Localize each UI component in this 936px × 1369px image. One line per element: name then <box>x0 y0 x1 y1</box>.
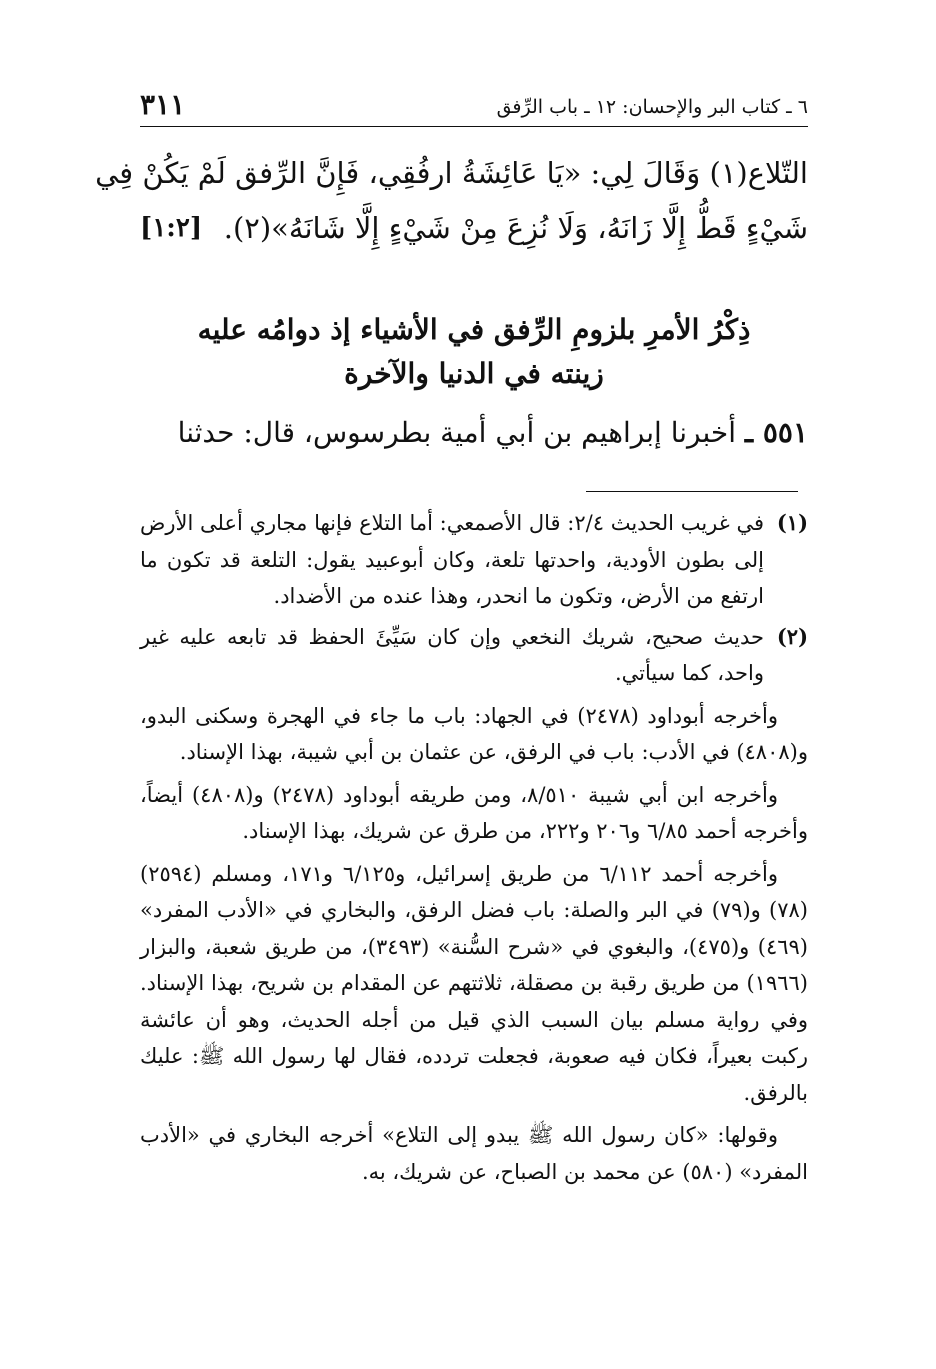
running-title: ٦ ـ كتاب البر والإحسان: ١٢ ـ باب الرِّفق <box>496 96 808 118</box>
main-text-line-2-wrap <box>140 201 808 256</box>
footnote-paragraph: وأخرجه ابن أبي شيبة ٨/٥١٠، ومن طريقه أبوداود (٢٤٧٨) و(٤٨٠٨) أيضاً، وأخرجه أحمد ٦/٨٥ و٢٠٦ و٢٢٢، من طرق عن شريك، بهذا الإسناد. <box>140 782 808 843</box>
hadith-isnad-start: أخبرنا إبراهيم بن أبي أمية بطرسوس، قال: حدثنا <box>177 416 737 449</box>
footnote-paragraph: وأخرجه أحمد ٦/١١٢ من طريق إسرائيل، و٦/١٢٥ و١٧١، ومسلم (٢٥٩٤) (٧٨) و(٧٩) في البر والصلة: باب فضل الرفق، والبخاري في «الأدب المفرد» (٤٦٩) و(٤٧٥)، والبغوي في «شرح السُّنة» (٣٤٩٣)، من طريق شعبة، والبزار (١٩٦٦) من طريق رقبة بن مصقلة، ثلاثتهم عن المقدام بن شريح، بهذا الإسناد. وفي رواية مسلم بيان السبب الذي قيل من أجله الحديث، وهو أن عائشة ركبت بعيراً، فكان فيه صعوبة، فجعلت تردده، فقال لها رسول الله ﷺ: عليك بالرفق. <box>140 861 808 1105</box>
hadith-opening-line <box>140 408 808 458</box>
main-text-line-2: شَيْءٍ قَطُّ إِلَّا زَانَهُ، وَلَا نُزِعَ مِنْ شَيْءٍ إِلَّا شَانَهُ»(٢). <box>223 211 808 245</box>
footnote-2 <box>140 619 808 1191</box>
page-number: ٣١١ <box>140 88 186 121</box>
running-header <box>140 88 808 127</box>
hadith-number: ٥٥١ ـ <box>744 416 808 449</box>
footnote-divider <box>586 491 798 492</box>
footnote-paragraph: وقولها: «كان رسول الله ﷺ يبدو إلى التلاع» أخرجه البخاري في «الأدب المفرد» (٥٨٠) عن محمد بن الصباح، عن شريك، به. <box>140 1123 808 1184</box>
hadith-reference-tag: [١:٢] <box>140 213 203 243</box>
chapter-heading <box>140 308 808 396</box>
footnote-paragraph: وأخرجه أبوداود (٢٤٧٨) في الجهاد: باب ما جاء في الهجرة وسكنى البدو، و(٤٨٠٨) في الأدب: باب في الرفق، عن عثمان بن أبي شيبة، بهذا الإسناد. <box>140 703 808 764</box>
footnote-text: في غريب الحديث ٢/٤: قال الأصمعي: أما التلاع فإنها مجاري أعلى الأرض إلى بطون الأودية، واحدتها تلعة، وكان أبوعبيد يقول: التلعة قد تكون ما ارتفع من الأرض، وتكون ما انحدر، وهذا عنده من الأضداد. <box>140 511 764 608</box>
chapter-heading-line-2: زينته في الدنيا والآخرة <box>344 357 604 390</box>
chapter-heading-line-1: ذِكْرُ الأمرِ بلزومِ الرِّفق في الأشياء إذ دوامُه عليه <box>197 313 751 346</box>
footnote-marker: (١) <box>776 510 808 535</box>
footnotes-section <box>140 505 808 1196</box>
main-hadith-text <box>95 146 808 256</box>
main-text-line-1: التّلاع(١) وَقَالَ لِي: «يَا عَائِشَةُ ارفُقِي، فَإِنَّ الرِّفق لَمْ يَكُنْ فِي <box>95 156 808 190</box>
footnote-1 <box>140 505 808 615</box>
footnote-text: حديث صحيح، شريك النخعي وإن كان سَيِّئَ الحفظ قد تابعه عليه غير واحد، كما سيأتي. <box>140 624 764 685</box>
footnote-marker: (٢) <box>776 623 808 649</box>
